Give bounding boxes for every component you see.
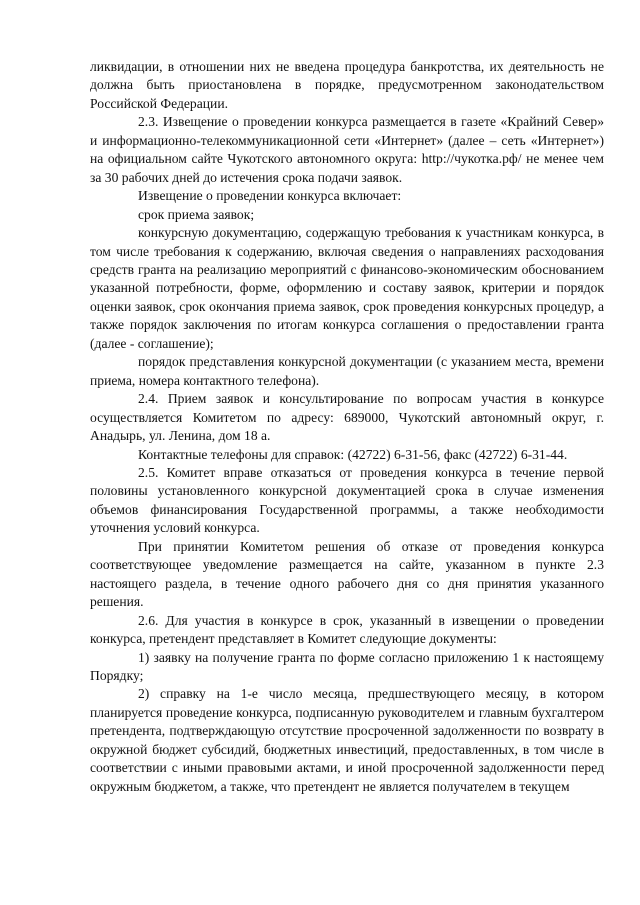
paragraph-contacts: Контактные телефоны для справок: (42722) 6-31-56, факс (42722) 6-31-44. <box>138 446 568 462</box>
paragraph-deadline: срок приема заявок; <box>138 206 255 222</box>
paragraph-submission-order: порядок представления конкурсной документации (с указанием места, времени приема, номера контактного телефона). <box>90 354 604 388</box>
paragraph-refusal-notice: При принятии Комитетом решения об отказе от проведения конкурса соответствующее уведомление размещается на сайте, указанном в пункте 2.3 настоящего раздела, в течение одного рабочего дня со дня принятия указанного решения. <box>90 538 604 610</box>
paragraph-2-5: 2.5. Комитет вправе отказаться от проведения конкурса в течение первой половины установленного конкурсной документацией срока в случае изменения объемов финансирования Государственной программы, а также необходимости уточнения условий конкурса. <box>90 464 604 536</box>
paragraph-2-6: 2.6. Для участия в конкурсе в срок, указанный в извещении о проведении конкурса, претендент представляет в Комитет следующие документы: <box>90 612 604 647</box>
paragraph-2-4: 2.4. Прием заявок и консультирование по вопросам участия в конкурсе осуществляется Комитетом по адресу: 689000, Чукотский автономный округ, г. Анадырь, ул. Ленина, дом 18 а. <box>90 391 604 444</box>
paragraph-2-3: 2.3. Извещение о проведении конкурса размещается в газете «Крайний Север» и информационно-телекоммуникационной сети «Интернет» (далее – сеть «Интернет») на официальном сайте Чукотского автономного округа: http://чукотка.рф/ не менее чем за 30 рабочих дней до истечения срока подачи заявок. <box>90 114 604 185</box>
paragraph-item-2: 2) справку на 1-е число месяца, предшествующего месяцу, в котором планируется проведение конкурса, подписанную руководителем и главным бухгалтером претендента, подтверждающую отсутствие просроченной задолженности по возврату в окружной бюджет субсидий, бюджетных инвестиций, предоставленных, в том числе в соответствии с иными правовыми актами, и иной просроченной задолженности перед окружным бюджетом, а также, что претендент не является получателем в текущем <box>90 686 604 794</box>
paragraph-liquidation: ликвидации, в отношении них не введена процедура банкротства, их деятельность не должна быть приостановлена в порядке, предусмотренном законодательством Российской Федерации. <box>90 59 604 111</box>
paragraph-documentation: конкурсную документацию, содержащую требования к участникам конкурса, в том числе требования к содержанию, включая сведения о направлениях расходования средств гранта на реализацию мероприятий с финансово-экономическим обоснованием указанной потребности, форме, оформлению и составу заявок, критерии и порядок оценки заявок, срок окончания приема заявок, срок проведения конкурсных процедур, а также порядок заключения по итогам конкурса соглашения о предоставлении гранта (далее - соглашение); <box>90 225 604 351</box>
paragraph-item-1: 1) заявку на получение гранта по форме согласно приложению 1 к настоящему Порядку; <box>90 649 604 683</box>
paragraph-notice-includes: Извещение о проведении конкурса включает: <box>138 188 402 204</box>
